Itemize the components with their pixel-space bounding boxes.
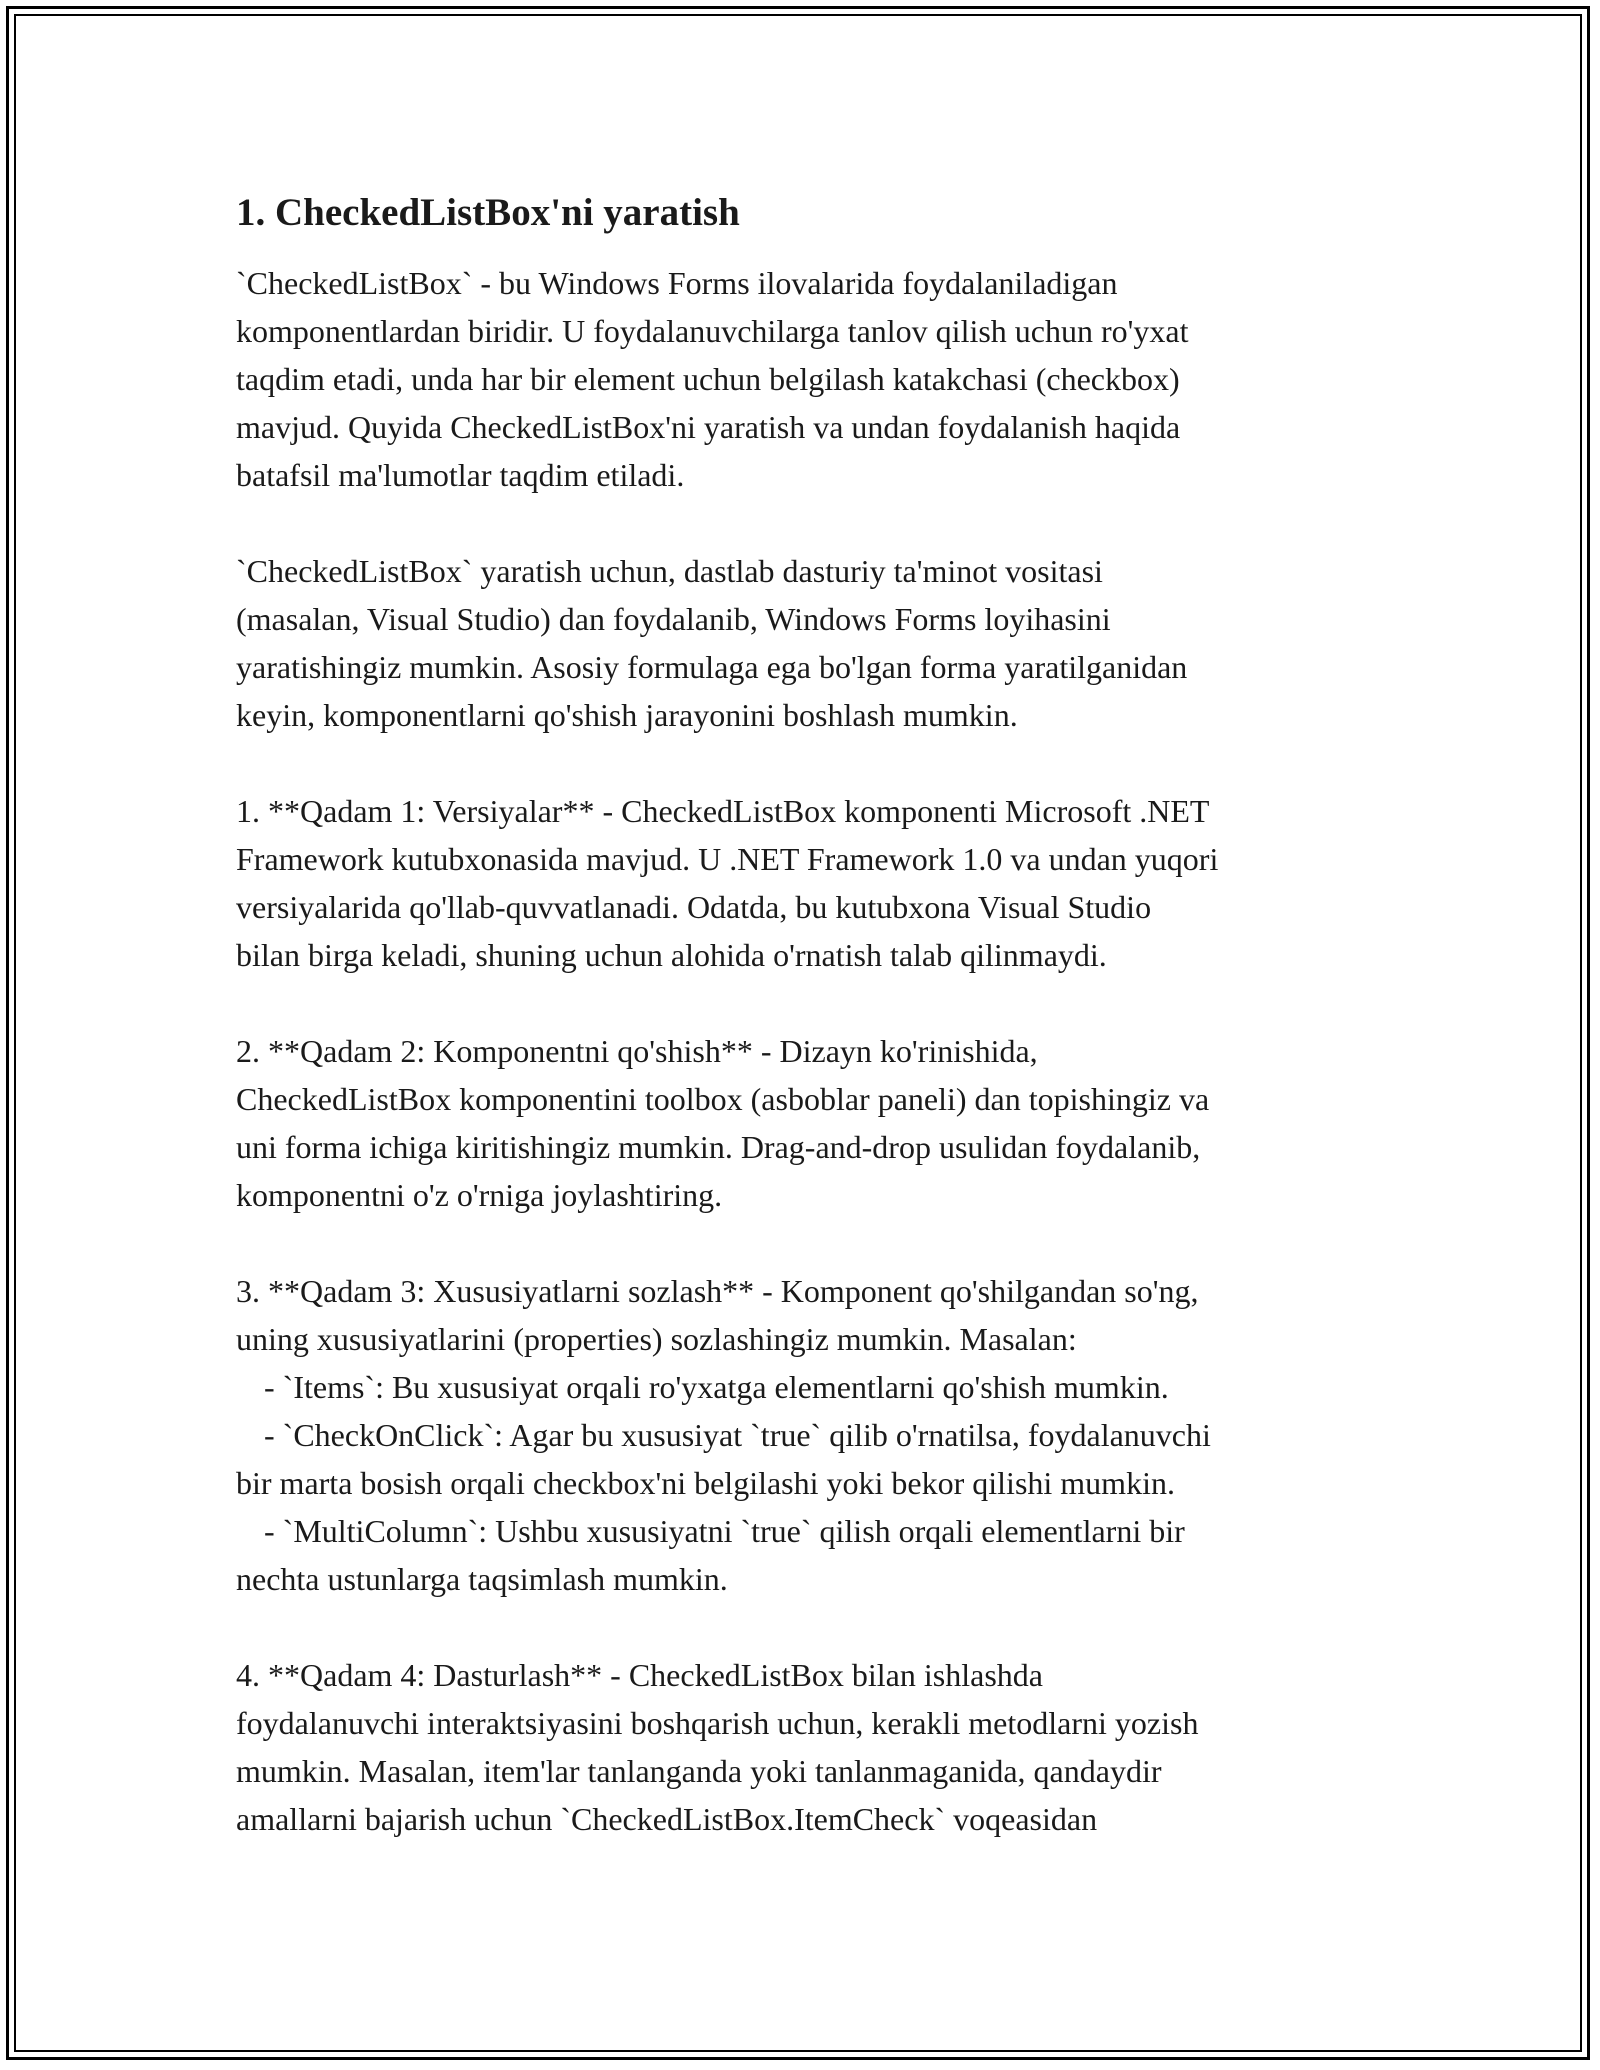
text-line: amallarni bajarish uchun `CheckedListBox.ItemCheck` voqeasidan [236, 1801, 1098, 1837]
text-line: uni forma ichiga kiritishingiz mumkin. Drag-and-drop usulidan foydalanib, [236, 1129, 1201, 1165]
text-line: CheckedListBox komponentini toolbox (asboblar paneli) dan topishingiz va [236, 1081, 1210, 1117]
section-title: 1. CheckedListBox'ni yaratish [236, 191, 740, 234]
text-line: bilan birga keladi, shuning uchun alohida o'rnatish talab qilinmaydi. [236, 937, 1107, 973]
paragraph-gap [236, 1219, 1386, 1267]
paragraph-step-3 [236, 1267, 1386, 1603]
text-line: bir marta bosish orqali checkbox'ni belgilashi yoki bekor qilishi mumkin. [236, 1465, 1175, 1501]
text-line: `CheckedListBox` - bu Windows Forms ilovalarida foydalaniladigan [236, 265, 1118, 301]
paragraph-gap [236, 739, 1386, 787]
text-line: batafsil ma'lumotlar taqdim etiladi. [236, 457, 685, 493]
paragraph-creation [236, 547, 1386, 739]
text-line: Framework kutubxonasida mavjud. U .NET Framework 1.0 va undan yuqori [236, 841, 1219, 877]
text-line: versiyalarida qo'llab-quvvatlanadi. Odatda, bu kutubxona Visual Studio [236, 889, 1152, 925]
text-line-indented [236, 1507, 1386, 1555]
text-line: mavjud. Quyida CheckedListBox'ni yaratish va undan foydalanish haqida [236, 409, 1181, 445]
text-line: komponentlardan biridir. U foydalanuvchilarga tanlov qilish uchun ro'yxat [236, 313, 1189, 349]
paragraph-intro [236, 259, 1386, 499]
text-line: komponentni o'z o'rniga joylashtiring. [236, 1177, 723, 1213]
text-line: uning xususiyatlarini (properties) sozlashingiz mumkin. Masalan: [236, 1321, 1077, 1357]
text-line: taqdim etadi, unda har bir element uchun belgilash katakchasi (checkbox) [236, 361, 1180, 397]
bullet-multicolumn: - `MultiColumn`: Ushbu xususiyatni `true` qilish orqali elementlarni bir [264, 1513, 1185, 1549]
text-line: `CheckedListBox` yaratish uchun, dastlab dasturiy ta'minot vositasi [236, 553, 1103, 589]
text-line: 3. **Qadam 3: Xususiyatlarni sozlash** - Komponent qo'shilgandan so'ng, [236, 1273, 1199, 1309]
bullet-checkonclick: - `CheckOnClick`: Agar bu xususiyat `true` qilib o'rnatilsa, foydalanuvchi [264, 1417, 1211, 1453]
bullet-items: - `Items`: Bu xususiyat orqali ro'yxatga elementlarni qo'shish mumkin. [264, 1369, 1169, 1405]
text-line: foydalanuvchi interaktsiyasini boshqarish uchun, kerakli metodlarni yozish [236, 1705, 1199, 1741]
text-line: (masalan, Visual Studio) dan foydalanib, Windows Forms loyihasini [236, 601, 1111, 637]
paragraph-step-4 [236, 1651, 1386, 1843]
text-line-indented [236, 1363, 1386, 1411]
text-line: nechta ustunlarga taqsimlash mumkin. [236, 1561, 728, 1597]
text-line: yaratishingiz mumkin. Asosiy formulaga ega bo'lgan forma yaratilganidan [236, 649, 1188, 685]
document-body [236, 185, 1386, 1843]
text-line: 2. **Qadam 2: Komponentni qo'shish** - Dizayn ko'rinishida, [236, 1033, 1038, 1069]
paragraph-gap [236, 979, 1386, 1027]
paragraph-gap [236, 499, 1386, 547]
paragraph-step-2 [236, 1027, 1386, 1219]
paragraph-gap [236, 1603, 1386, 1651]
text-line: keyin, komponentlarni qo'shish jarayonini boshlash mumkin. [236, 697, 1018, 733]
text-line: 1. **Qadam 1: Versiyalar** - CheckedListBox komponenti Microsoft .NET [236, 793, 1210, 829]
text-line: 4. **Qadam 4: Dasturlash** - CheckedListBox bilan ishlashda [236, 1657, 1043, 1693]
text-line: mumkin. Masalan, item'lar tanlanganda yoki tanlanmaganida, qandaydir [236, 1753, 1162, 1789]
paragraph-step-1 [236, 787, 1386, 979]
text-line-indented [236, 1411, 1386, 1459]
